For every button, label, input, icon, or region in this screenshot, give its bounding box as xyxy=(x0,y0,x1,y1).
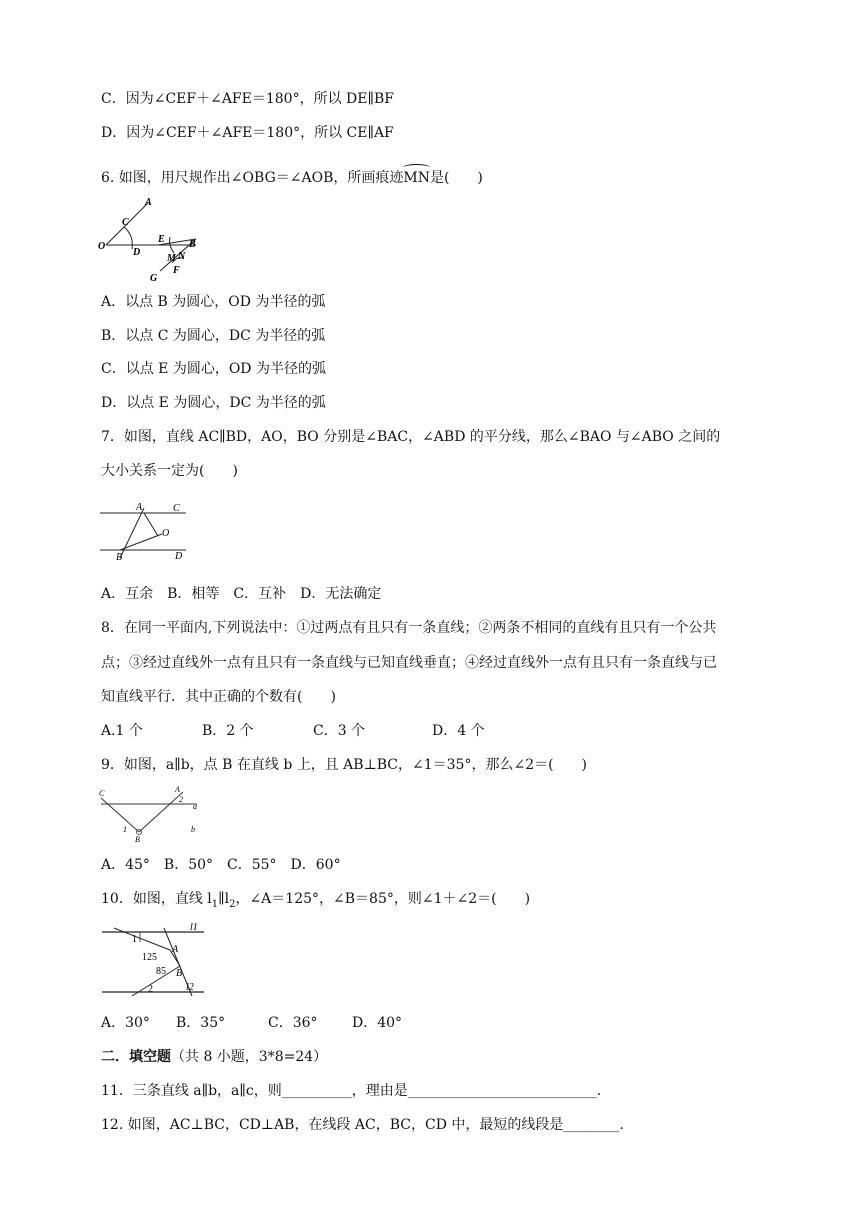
fig9-label-b-line: b xyxy=(191,825,195,834)
q8-option-b: B．2 个 xyxy=(202,723,254,739)
q10-option-d: D．40° xyxy=(352,1015,403,1031)
q8-option-a: A.1 个 xyxy=(101,723,143,739)
fig10-label-85: 85 xyxy=(156,966,166,977)
q8-stem-line2: 点；③经过直线外一点有且只有一条直线与已知直线垂直；④经过直线外一点有且只有一条直线与已 xyxy=(101,655,717,671)
q10-options xyxy=(101,1013,402,1033)
q6-option-c: C．以点 E 为圆心，OD 为半径的弧 xyxy=(101,361,326,377)
fig6-label-m: M xyxy=(167,253,176,264)
fig6-label-c: C xyxy=(122,217,129,228)
fig10-label-a: A xyxy=(172,944,179,955)
fig6-label-e: E xyxy=(158,234,165,245)
section-heading: 二．填空题 xyxy=(101,1049,171,1065)
q7-stem-line2: 大小关系一定为( ) xyxy=(101,463,238,479)
fig7-label-c: C xyxy=(173,503,180,514)
fig10-label-b: B xyxy=(176,968,183,979)
fig10-label-l2: l2 xyxy=(186,982,194,993)
q10-option-b: B．35° xyxy=(176,1015,226,1031)
q8-option-d: D．4 个 xyxy=(432,723,485,739)
q12-text: 12. 如图，AC⊥BC，CD⊥AB，在线段 AC，BC，CD 中，最短的线段是________. xyxy=(101,1117,624,1133)
fig7-label-d: D xyxy=(175,551,183,562)
q10-option-c: C．36° xyxy=(268,1015,318,1031)
fig6-label-a: A xyxy=(145,197,152,208)
fig6-label-d: D xyxy=(133,247,141,258)
fig7-label-a: A xyxy=(136,502,143,513)
q8-stem-line3: 知直线平行．其中正确的个数有( ) xyxy=(101,689,336,705)
q7-stem-line1: 7．如图，直线 AC∥BD，AO，BO 分别是∠BAC，∠ABD 的平分线，那么∠BAO 与∠ABO 之间的 xyxy=(101,429,721,445)
fig10-label-2: 2 xyxy=(148,984,153,995)
fig10-label-1: 1 xyxy=(132,934,137,945)
q8-option-c: C．3 个 xyxy=(313,723,366,739)
section-title xyxy=(101,1047,327,1067)
fig6-label-f: F xyxy=(173,265,180,276)
fig6-label-o: O xyxy=(98,241,106,252)
fig6-label-g: G xyxy=(150,273,158,284)
q11-text: 11．三条直线 a∥b，a∥c，则__________，理由是___________________________. xyxy=(101,1083,602,1099)
q6-figure xyxy=(98,197,203,285)
q9-stem: 9．如图，a∥b，点 B 在直线 b 上，且 AB⊥BC，∠1＝35°，那么∠2＝( ) xyxy=(101,757,588,773)
fig9-label-2: 2 xyxy=(179,795,183,804)
q8-options xyxy=(101,721,485,741)
q6-option-a: A．以点 B 为圆心，OD 为半径的弧 xyxy=(101,294,326,310)
q9-options: A．45° B．50° C．55° D．60° xyxy=(101,857,341,873)
q7-options: A．互余 B．相等 C．互补 D．无法确定 xyxy=(101,586,382,602)
fig9-label-1: 1 xyxy=(123,825,127,834)
q10-option-a: A．30° xyxy=(101,1015,150,1031)
fig9-label-a-line: a xyxy=(193,802,197,811)
section-note: （共 8 小题，3*8=24） xyxy=(171,1049,328,1065)
q8-stem-line1: 8．在同一平面内,下列说法中：①过两点有且只有一条直线；②两条不相同的直线有且只有一个公共 xyxy=(101,620,717,636)
fig7-label-b: B xyxy=(116,552,123,563)
q9-figure xyxy=(97,784,207,846)
q10-figure xyxy=(98,920,208,998)
q6-option-d: D．以点 E 为圆心，DC 为半径的弧 xyxy=(101,395,326,411)
fig10-label-125: 125 xyxy=(142,952,157,963)
fig6-label-b: B xyxy=(189,239,196,250)
q7-figure xyxy=(98,500,198,566)
fig9-label-a: A xyxy=(175,785,180,794)
q6-option-b: B．以点 C 为圆心，DC 为半径的弧 xyxy=(101,328,326,344)
q5-option-c: C．因为∠CEF＋∠AFE＝180°，所以 DE∥BF xyxy=(101,91,394,107)
q10-stem: 10．如图，直线 $l_1\parallel l_2$，∠A＝125°，∠B＝85°，则∠1＋∠2＝( ) xyxy=(101,891,531,910)
fig9-label-b: B xyxy=(135,835,140,844)
q6-stem: 6. 如图，用尺规作出∠OBG＝∠AOB，所画痕迹MN是( ) xyxy=(101,170,483,186)
fig9-label-c: C xyxy=(99,789,105,798)
fig6-label-n: N xyxy=(178,251,186,262)
arc-mn: MN xyxy=(403,170,430,186)
fig7-label-o: O xyxy=(162,528,170,539)
fig10-label-l1: l1 xyxy=(190,922,198,933)
q5-option-d: D．因为∠CEF＋∠AFE＝180°，所以 CE∥AF xyxy=(101,125,394,141)
